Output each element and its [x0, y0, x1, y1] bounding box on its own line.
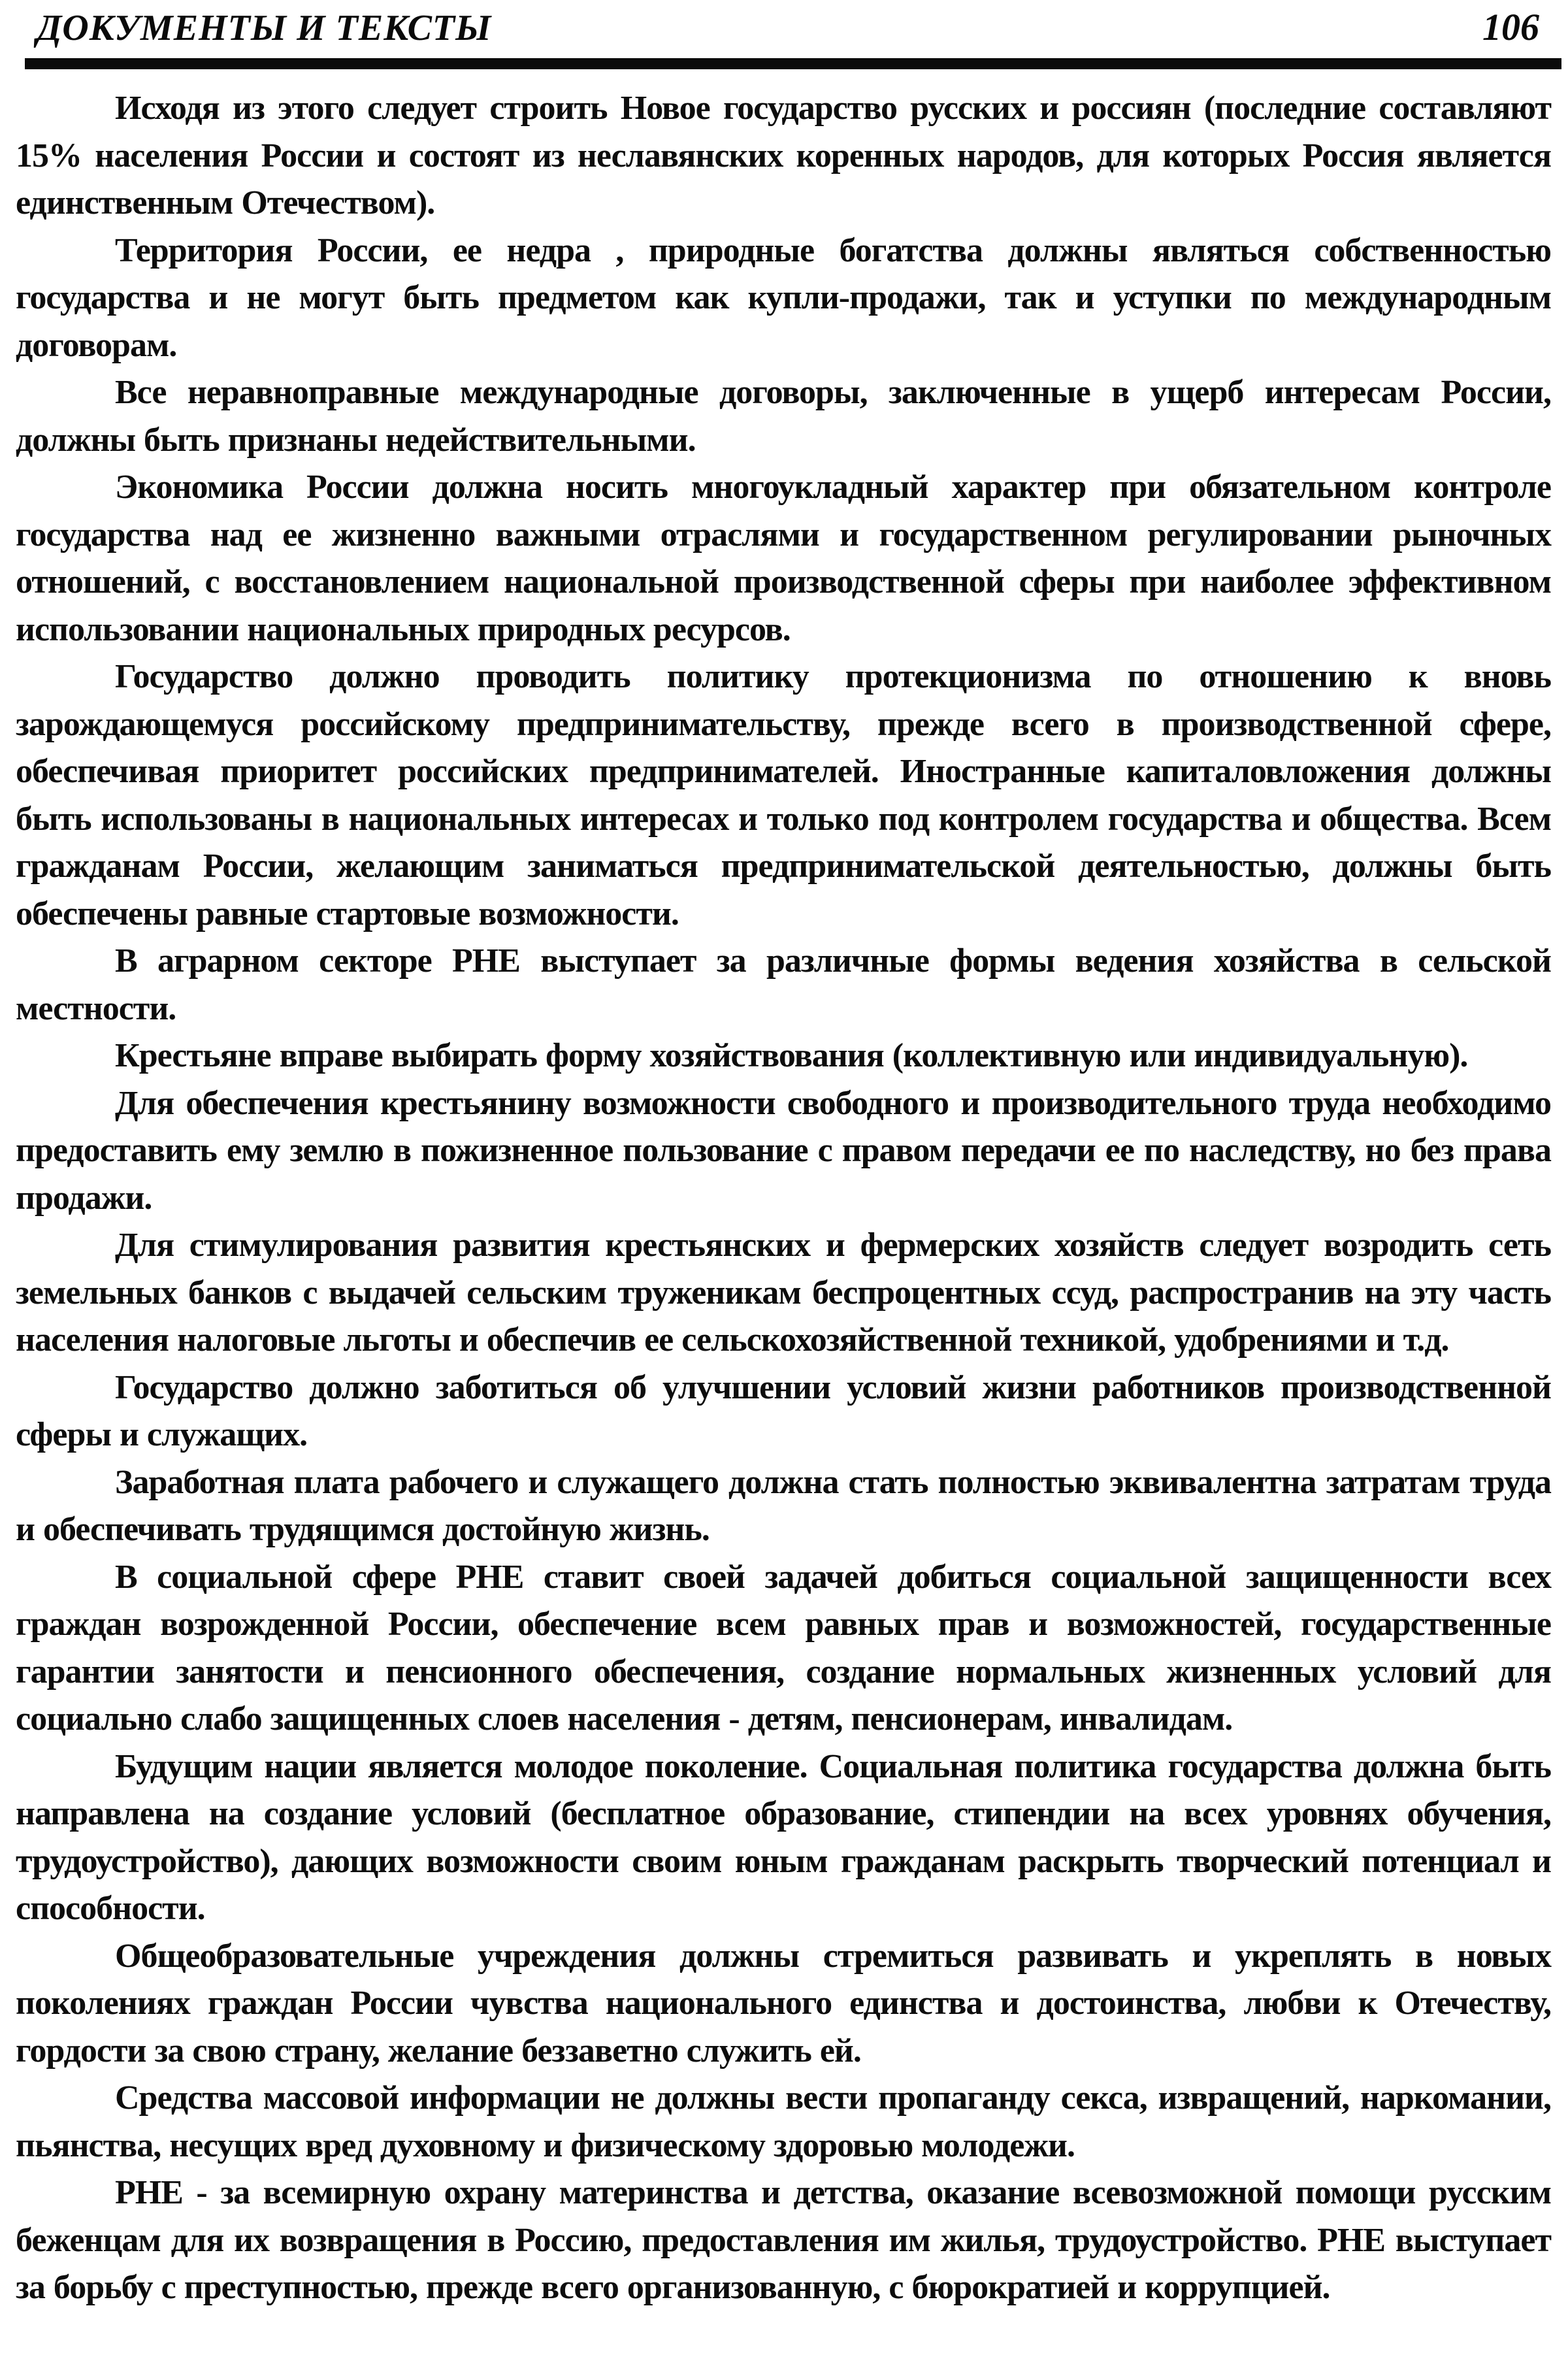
- paragraph: В аграрном секторе РНЕ выступает за различные формы ведения хозяйства в сельской местности.: [16, 942, 1551, 1027]
- paragraph: Будущим нации является молодое поколение. Социальная политика государства должна быть направлена на создание условий (бесплатное образование, стипендии на всех уровнях обучения, трудоустройство), дающих возможности своим юным гражданам раскрыть творческий потенциал и способности.: [16, 1747, 1551, 1927]
- header-rule: [25, 58, 1561, 69]
- paragraph: Государство должно проводить политику протекционизма по отношению к вновь зарождающемуся российскому предпринимательству, прежде всего в производственной сфере, обеспечивая приоритет российских предпринимателей. Иностранные капиталовложения должны быть использованы в национальных интересах и только под контролем государства и общества. Всем гражданам России, желающим заниматься предпринимательской деятельностью, должны быть обеспечены равные стартовые возможности.: [16, 658, 1551, 932]
- paragraph: Экономика России должна носить многоукладный характер при обязательном контроле государства над ее жизненно важными отраслями и государственном регулировании рыночных отношений, с восстановлением национальной производственной сферы при наиболее эффективном использовании национальных природных ресурсов.: [16, 469, 1551, 648]
- paragraph: Заработная плата рабочего и служащего должна стать полностью эквивалентна затратам труда и обеспечивать трудящимся достойную жизнь.: [16, 1463, 1551, 1548]
- paragraph: В социальной сфере РНЕ ставит своей задачей добиться социальной защищенности всех граждан возрожденной России, обеспечение всем равных прав и возможностей, государственные гарантии занятости и пенсионного обеспечения, создание нормальных жизненных условий для социально слабо защищенных слоев населения - детям, пенсионерам, инвалидам.: [16, 1558, 1551, 1738]
- paragraph: Для обеспечения крестьянину возможности свободного и производительного труда необходимо предоставить ему землю в пожизненное пользование с правом передачи ее по наследству, но без права продажи.: [16, 1084, 1551, 1217]
- paragraph: Исходя из этого следует строить Новое государство русских и россиян (последние составляют 15% населения России и состоят из неславянских коренных народов, для которых Россия является единственным Отечеством).: [16, 90, 1551, 222]
- page-header: [0, 0, 1568, 49]
- page-number: 106: [1482, 6, 1539, 48]
- paragraph: Все неравноправные международные договоры, заключенные в ущерб интересам России, должны быть признаны недействительными.: [16, 374, 1551, 459]
- paragraph: Средства массовой информации не должны вести пропаганду секса, извращений, наркомании, пьянства, несущих вред духовному и физическому здоровью молодежи.: [16, 2079, 1551, 2164]
- paragraph: Общеобразовательные учреждения должны стремиться развивать и укреплять в новых поколениях граждан России чувства национального единства и достоинства, любви к Отечеству, гордости за свою страну, желание беззаветно служить ей.: [16, 1937, 1551, 2069]
- paragraph: РНЕ - за всемирную охрану материнства и детства, оказание всевозможной помощи русским беженцам для их возвращения в Россию, предоставления им жилья, трудоустройство. РНЕ выступает за борьбу с преступностью, прежде всего организованную, с бюрократией и коррупцией.: [16, 2174, 1551, 2306]
- document-body: [16, 85, 1551, 2312]
- paragraph: Территория России, ее недра , природные богатства должны являться собственностью государства и не могут быть предметом как купли-продажи, так и уступки по международным договорам.: [16, 231, 1551, 364]
- paragraph: Государство должно заботиться об улучшении условий жизни работников производственной сферы и служащих.: [16, 1368, 1551, 1453]
- paragraph: Для стимулирования развития крестьянских и фермерских хозяйств следует возродить сеть земельных банков с выдачей сельским труженикам беспроцентных ссуд, распространив на эту часть населения налоговые льготы и обеспечив ее сельскохозяйственной техникой, удобрениями и т.д.: [16, 1227, 1551, 1359]
- paragraph: Крестьяне вправе выбирать форму хозяйствования (коллективную или индивидуальную).: [115, 1037, 1468, 1074]
- header-title: ДОКУМЕНТЫ И ТЕКСТЫ: [37, 8, 492, 48]
